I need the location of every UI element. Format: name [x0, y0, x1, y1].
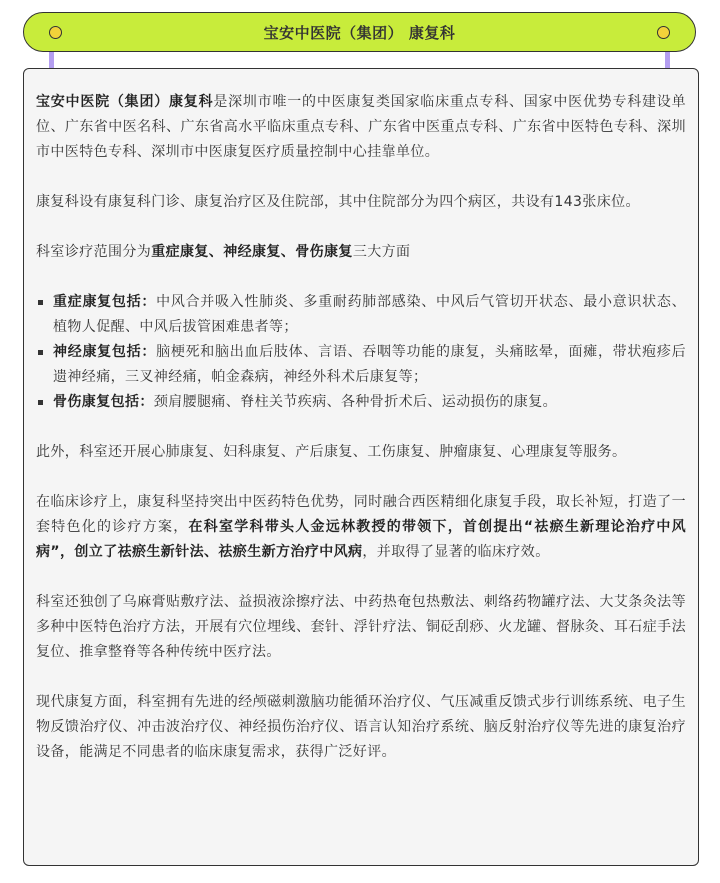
clinical-bold: 在科室学科带头人金远林教授的带领下，首创提出“祛瘀生新理论治疗中风病”，创立了祛瘀生新针法、祛瘀生新方治疗中风病	[36, 519, 687, 560]
intro-bold-name: 宝安中医院（集团）康复科	[36, 94, 214, 110]
list-item-text: 颈肩腰腿痛、脊柱关节疾病、各种骨折术后、运动损伤的康复。	[153, 394, 558, 410]
clinical-text-2: ，并取得了显著的临床疗效。	[362, 544, 550, 560]
scope-prefix: 科室诊疗范围分为	[36, 244, 152, 260]
rehab-areas-list	[36, 290, 686, 415]
list-item-text: 中风合并吸入性肺炎、多重耐药肺部感染、中风后气管切开状态、最小意识状态、植物人促醒、中风后拔管困难患者等；	[53, 294, 686, 335]
intro-text: 是深圳市唯一的中医康复类国家临床重点专科、国家中医优势专科建设单位、广东省中医名科、广东省高水平临床重点专科、广东省中医重点专科、广东省中医特色专科、深圳市中医特色专科、深圳市中医康复医疗质量控制中心挂靠单位。	[36, 94, 686, 160]
content-card	[23, 68, 699, 866]
scope-paragraph	[36, 240, 686, 265]
list-item-label: 骨伤康复包括：	[53, 394, 154, 410]
scope-suffix: 三大方面	[352, 244, 411, 260]
list-item-label: 神经康复包括：	[53, 344, 157, 360]
list-item	[36, 340, 686, 390]
therapies-paragraph: 科室还独创了乌麻膏贴敷疗法、益损液涂擦疗法、中药热奄包热敷法、刺络药物罐疗法、大艾条灸法等多种中医特色治疗方法，开展有穴位埋线、套针、浮针疗法、铜砭刮痧、火龙罐、督脉灸、耳石症手法复位、推拿整脊等各种传统中医疗法。	[36, 594, 686, 660]
clinical-text-1: 在临床诊疗上，康复科坚持突出中医药特色优势，同时融合西医精细化康复手段，取长补短，打造了一套特色化的诊疗方案，	[36, 494, 686, 535]
clinical-paragraph	[36, 490, 686, 565]
list-item	[36, 390, 686, 415]
title-banner	[23, 12, 696, 52]
list-item	[36, 290, 686, 340]
list-item-text: 脑梗死和脑出血后肢体、言语、吞咽等功能的康复，头痛眩晕，面瘫，带状疱疹后遗神经痛，三叉神经痛，帕金森病，神经外科术后康复等；	[53, 344, 686, 385]
other-services-paragraph: 此外，科室还开展心肺康复、妇科康复、产后康复、工伤康复、肿瘤康复、心理康复等服务。	[36, 444, 627, 460]
decorative-connector	[49, 52, 54, 68]
decorative-dot-icon	[657, 26, 670, 39]
modern-rehab-paragraph: 现代康复方面，科室拥有先进的经颅磁刺激脑功能循环治疗仪、气压减重反馈式步行训练系统、电子生物反馈治疗仪、冲击波治疗仪、神经损伤治疗仪、语言认知治疗系统、脑反射治疗仪等先进的康复治疗设备，能满足不同患者的临床康复需求，获得广泛好评。	[36, 694, 686, 760]
decorative-dot-icon	[49, 26, 62, 39]
facilities-paragraph: 康复科设有康复科门诊、康复治疗区及住院部，其中住院部分为四个病区，共设有143张床位。	[36, 194, 640, 210]
list-item-label: 重症康复包括：	[53, 294, 157, 310]
intro-paragraph	[36, 90, 686, 165]
decorative-connector	[665, 52, 670, 68]
page-title: 宝安中医院（集团） 康复科	[263, 23, 456, 42]
scope-areas: 重症康复、神经康复、骨伤康复	[151, 244, 353, 260]
